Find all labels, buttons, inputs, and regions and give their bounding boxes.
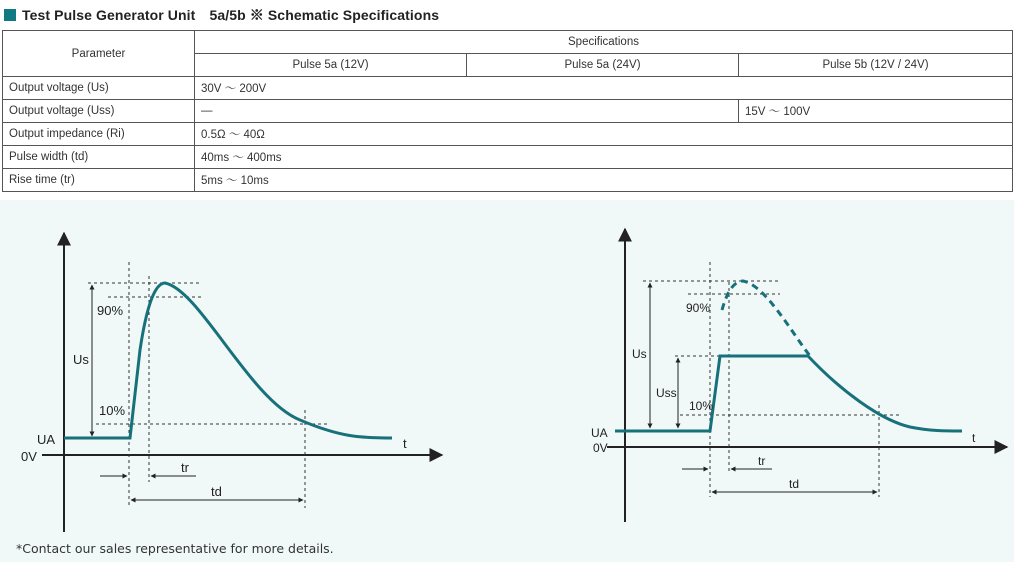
row-value: 40ms ～ 400ms bbox=[195, 146, 1013, 169]
right-dashed-peak bbox=[722, 281, 810, 356]
row-label: Output voltage (Uss) bbox=[3, 100, 195, 123]
right-label-tr: tr bbox=[758, 454, 766, 468]
right-label-ua: UA bbox=[591, 426, 608, 440]
row-label: Output voltage (Us) bbox=[3, 77, 195, 100]
left-label-90: 90% bbox=[97, 303, 124, 318]
left-label-t: t bbox=[403, 436, 407, 451]
left-label-10: 10% bbox=[99, 403, 126, 418]
row-value: 30V ～ 200V bbox=[195, 77, 1013, 100]
left-label-tr: tr bbox=[181, 460, 189, 475]
row-value: — bbox=[195, 100, 739, 123]
param-header: Parameter bbox=[3, 31, 195, 77]
right-label-10: 10% bbox=[689, 399, 714, 413]
right-label-td: td bbox=[789, 477, 800, 491]
left-diagram bbox=[21, 233, 442, 532]
right-label-90: 90% bbox=[686, 301, 711, 315]
left-label-td: td bbox=[211, 484, 222, 499]
col-header-5a-24v: Pulse 5a (24V) bbox=[467, 54, 739, 77]
spec-header: Specifications bbox=[195, 31, 1013, 54]
right-label-us: Us bbox=[632, 347, 647, 361]
right-label-uss: Uss bbox=[656, 386, 677, 400]
right-guides bbox=[643, 262, 900, 497]
right-diagram bbox=[591, 229, 1007, 522]
row-value: 5ms ～ 10ms bbox=[195, 169, 1013, 192]
col-header-5b: Pulse 5b (12V / 24V) bbox=[739, 54, 1013, 77]
left-label-0v: 0V bbox=[21, 449, 37, 464]
right-label-t: t bbox=[972, 431, 976, 445]
row-label: Output impedance (Ri) bbox=[3, 123, 195, 146]
left-label-us: Us bbox=[73, 352, 89, 367]
footnote: *Contact our sales representative for more details. bbox=[16, 541, 334, 556]
row-label: Rise time (tr) bbox=[3, 169, 195, 192]
left-guides bbox=[88, 262, 330, 508]
right-label-0v: 0V bbox=[593, 441, 608, 455]
row-value: 0.5Ω ～ 40Ω bbox=[195, 123, 1013, 146]
page-title: Test Pulse Generator Unit 5a/5b ※ Schematic Specifications bbox=[22, 7, 440, 23]
col-header-5a-12v: Pulse 5a (12V) bbox=[195, 54, 467, 77]
row-value-5b: 15V ～ 100V bbox=[739, 100, 1013, 123]
left-label-ua: UA bbox=[37, 432, 56, 447]
row-label: Pulse width (td) bbox=[3, 146, 195, 169]
